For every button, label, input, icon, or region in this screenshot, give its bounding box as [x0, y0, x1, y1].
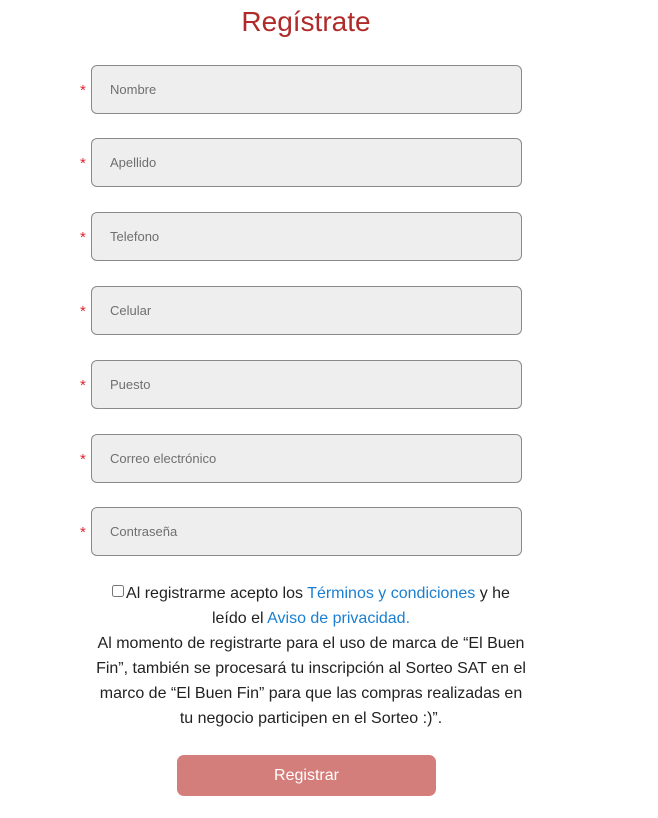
required-marker: * — [80, 155, 86, 172]
page-title: Regístrate — [241, 6, 371, 37]
nombre-input[interactable] — [91, 65, 522, 114]
apellido-input[interactable] — [91, 138, 522, 187]
register-button[interactable]: Registrar — [177, 755, 436, 796]
consent-text-before: Al registrarme acepto los — [126, 585, 304, 602]
required-marker: * — [80, 451, 86, 468]
email-input[interactable] — [91, 434, 522, 483]
telefono-input[interactable] — [91, 212, 522, 261]
nombre-field-row — [0, 65, 658, 115]
sorteo-notice: Al momento de registrarte para el uso de marca de “El Buen Fin”, también se procesará tu inscripción al Sorteo SAT en el marco de “El Buen Fin” para que las compras realizadas en tu negocio participen en el Sorteo :)”. — [96, 635, 526, 727]
privacy-link[interactable]: Aviso de privacidad. — [267, 610, 411, 627]
celular-field-row — [0, 286, 658, 336]
terms-link[interactable]: Términos y condiciones — [307, 585, 476, 602]
puesto-input[interactable] — [91, 360, 522, 409]
terms-checkbox[interactable] — [112, 585, 124, 597]
contrasena-field-row — [0, 507, 658, 557]
password-input[interactable] — [91, 507, 522, 556]
required-marker: * — [80, 303, 86, 320]
celular-input[interactable] — [91, 286, 522, 335]
required-marker: * — [80, 82, 86, 99]
telefono-field-row — [0, 212, 658, 262]
consent-section — [96, 581, 526, 731]
apellido-field-row — [0, 138, 658, 188]
required-marker: * — [80, 377, 86, 394]
puesto-field-row — [0, 360, 658, 410]
required-marker: * — [80, 524, 86, 541]
required-marker: * — [80, 229, 86, 246]
consent-text-middle: y he leído el — [211, 585, 510, 627]
correo-field-row — [0, 434, 658, 484]
